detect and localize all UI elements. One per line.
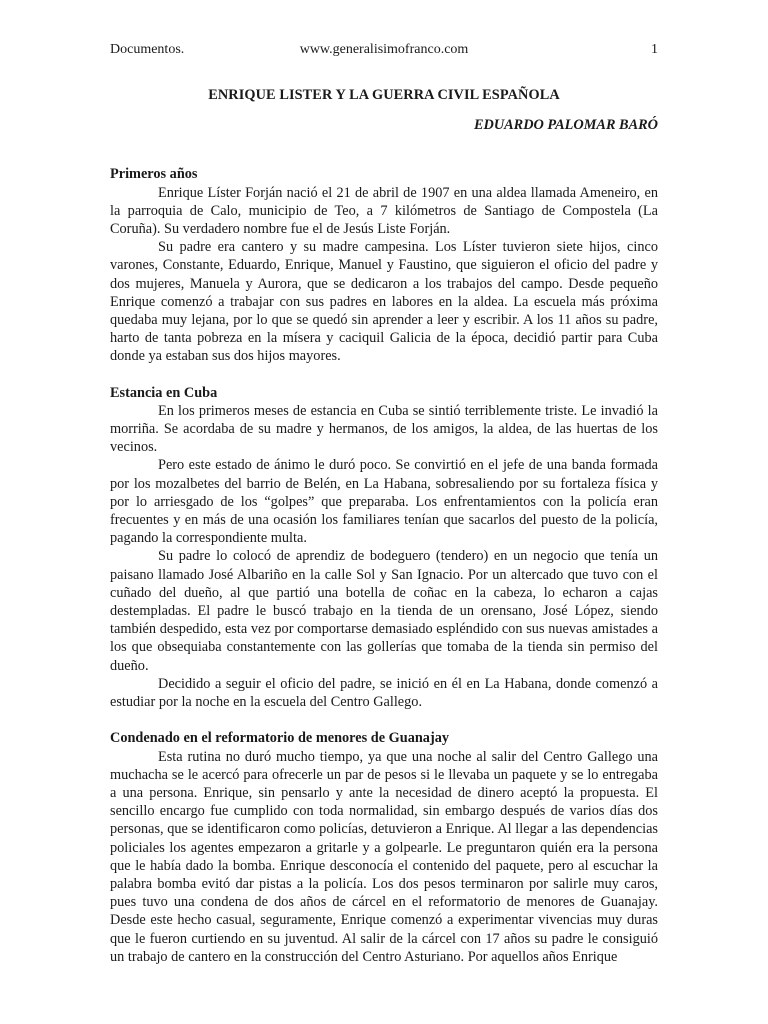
paragraph: Enrique Líster Forján nació el 21 de abril de 1907 en una aldea llamada Ameneiro, en la parroquia de Calo, municipio de Teo, a 7 kilómetros de Santiago de Compostela (La Coruña). Su verdadero nombre fue el de Jesús Liste Forján. [110, 184, 658, 238]
running-header [110, 41, 658, 59]
section-condenado-reformatorio [110, 729, 658, 966]
section-heading: Estancia en Cuba [110, 384, 218, 401]
paragraph: Su padre era cantero y su madre campesina. Los Líster tuvieron siete hijos, cinco varones, Constante, Eduardo, Enrique, Manuel y Faustino, que siguieron el oficio del padre y dos mujeres, Manuela y Aurora, que se dedicaron a los trabajos del campo. Desde pequeño Enrique comenzó a trabajar con sus padres en labores en la aldea. La escuela más próxima quedaba muy lejana, por lo que se quedó sin aprender a leer y escribir. A los 11 años su padre, harto de tanta pobreza en la mísera y caciquil Galicia de la época, decidió partir para Cuba donde ya estaban sus dos hijos mayores. [110, 239, 658, 365]
paragraph: En los primeros meses de estancia en Cuba se sintió terriblemente triste. Le invadió la morriña. Se acordaba de su madre y hermanos, de los amigos, la aldea, de las huertas de los vecinos. [110, 402, 658, 456]
header-section-label: Documentos. [110, 42, 185, 57]
page-number: 1 [651, 42, 658, 57]
document-author: EDUARDO PALOMAR BARÓ [473, 117, 658, 134]
section-primeros-anos [110, 165, 658, 365]
paragraph: Esta rutina no duró mucho tiempo, ya que una noche al salir del Centro Gallego una muchacha se le acercó para ofrecerle un par de pesos si le llevaba un paquete y se lo entregaba a una persona. Enrique, sin pensarlo y ante la necesidad de dinero aceptó la propuesta. El sencillo encargo fue cumplido con toda normalidad, sin embargo después de varios días dos personas, que se identificaron como policías, detuvieron a Enrique. Al llegar a las dependencias policiales los agentes empezaron a gritarle y a golpearle. Le preguntaron quién era la persona que le había dado la bomba. Enrique desconocía el contenido del paquete, pero al escuchar la palabra bomba evitó dar pistas a la policía. Los dos pesos terminaron por salirle muy caros, pues tuvo una condena de dos años de cárcel en el reformatorio de menores de Guanajay. Desde este hecho casual, seguramente, Enrique comenzó a experimentar vivencias muy duras que le fueron curtiendo en su juventud. Al salir de la cárcel con 17 años su padre le consiguió un trabajo de cantero en la construcción del Centro Asturiano. Por aquellos años Enrique [110, 748, 658, 965]
section-heading: Condenado en el reformatorio de menores de Guanajay [110, 730, 449, 747]
paragraph: Pero este estado de ánimo le duró poco. Se convirtió en el jefe de una banda formada por los mozalbetes del barrio de Belén, en La Habana, sobresaliendo por su fortaleza física y por lo arriesgado de los “golpes” que preparaba. Los enfrentamientos con la policía eran frecuentes y en más de una ocasión los familiares tenían que sacarlos del puesto de la policía, pagando la correspondiente multa. [110, 457, 658, 547]
section-estancia-en-cuba [110, 384, 658, 712]
paragraph: Decidido a seguir el oficio del padre, se inició en él en La Habana, donde comenzó a estudiar por la noche en la escuela del Centro Gallego. [110, 675, 658, 711]
section-heading: Primeros años [110, 166, 198, 183]
paragraph: Su padre lo colocó de aprendiz de bodeguero (tendero) en un negocio que tenía un paisano llamado José Albariño en la calle Sol y San Ignacio. Por un altercado que tuvo con el cuñado del dueño, al que partió una botella de coñac en la cabeza, lo echaron a cajas destempladas. El padre le buscó trabajo en la tienda de un orensano, José López, siendo también despedido, esta vez por comportarse demasiado espléndido con sus nuevas amistades a los que obsequiaba constantemente con las gollerías que tomaba de la tienda sin permiso del dueño. [110, 548, 658, 674]
document-body [110, 86, 658, 966]
header-website: www.generalisimofranco.com [299, 42, 469, 57]
document-title: ENRIQUE LISTER Y LA GUERRA CIVIL ESPAÑOLA [208, 87, 560, 103]
